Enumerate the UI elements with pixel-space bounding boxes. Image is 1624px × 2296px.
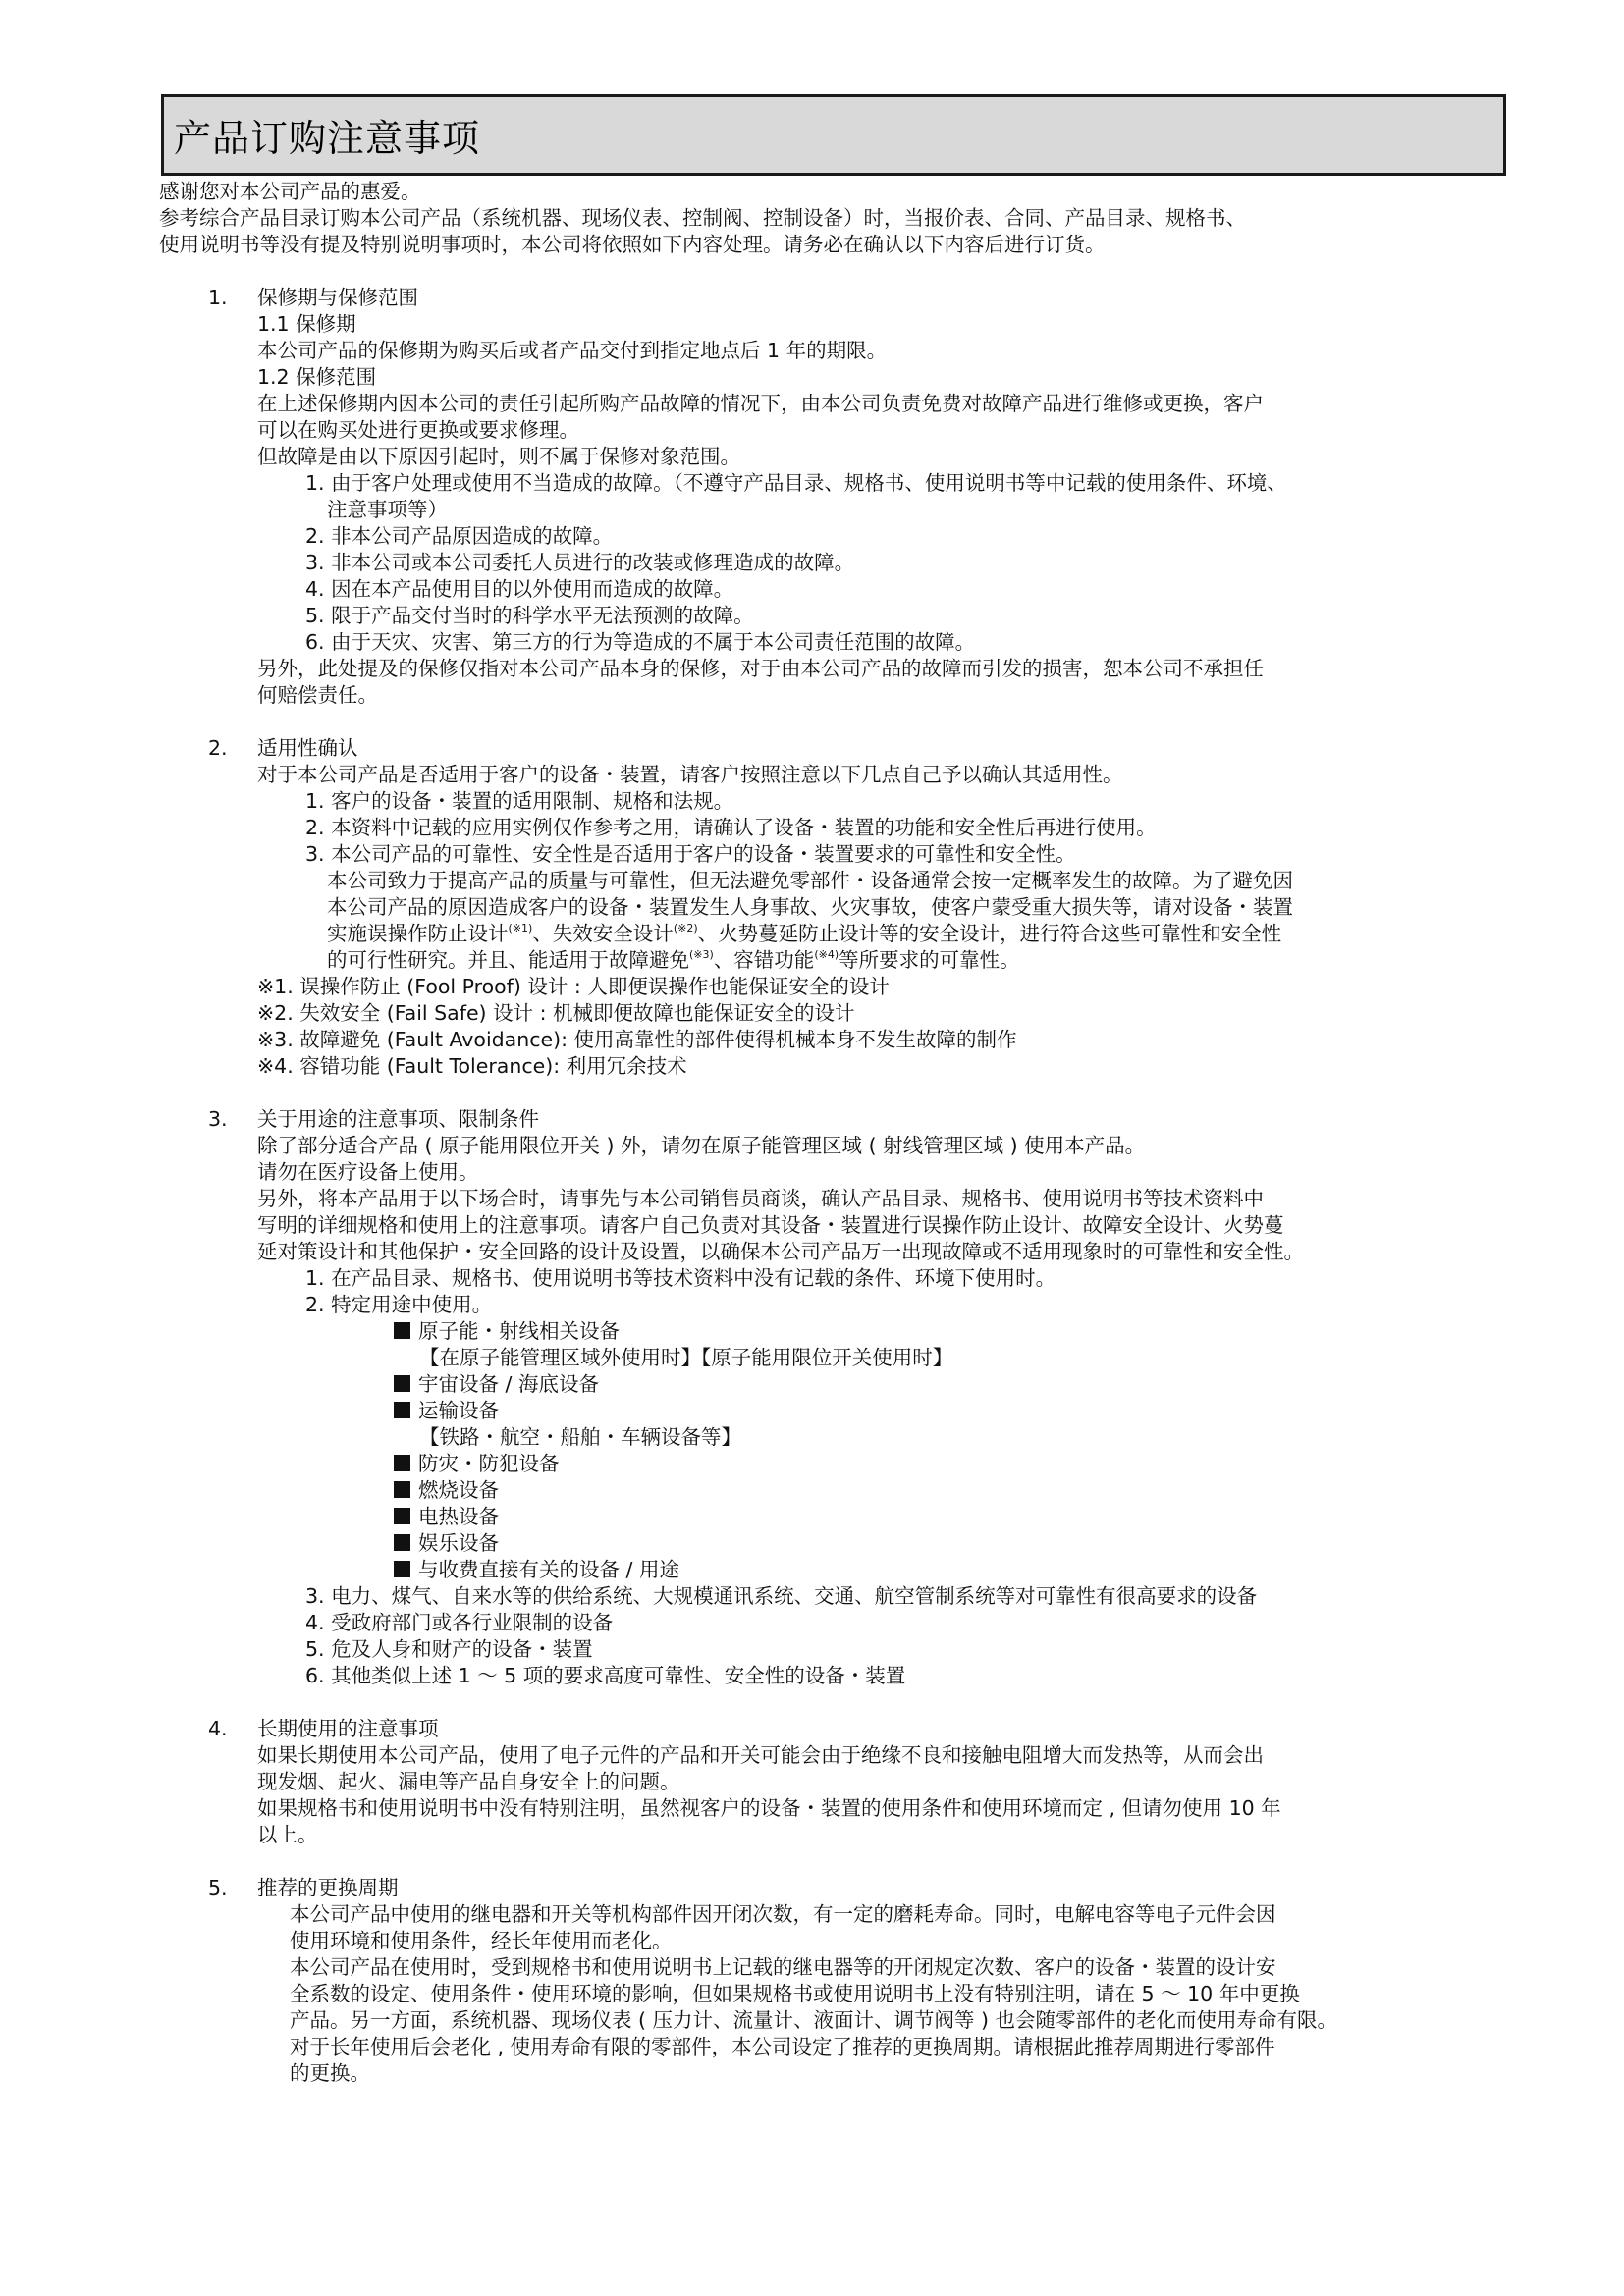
square-bullet-icon [394, 1455, 410, 1471]
use-item [159, 1318, 1514, 1345]
section-number: 1. [208, 286, 228, 309]
use-note: 【铁路・航空・船舶・车辆设备等】 [419, 1425, 741, 1449]
section-replacement-cycle [159, 1875, 1514, 2087]
paragraph-line: 本公司产品的保修期为购买后或者产品交付到指定地点后 1 年的期限。 [257, 339, 888, 362]
list-item: 1. 客户的设备・装置的适用限制、规格和法规。 [305, 789, 734, 813]
paragraph-line: 现发烟、起火、漏电等产品自身安全上的问题。 [257, 1770, 680, 1793]
use-item [159, 1530, 1514, 1557]
section-heading [159, 1716, 1514, 1742]
use-label: 电热设备 [418, 1505, 499, 1528]
use-label: 宇宙设备 / 海底设备 [418, 1372, 599, 1396]
footnote: ※2. 失效安全 (Fail Safe) 设计 : 机械即便故障也能保证安全的设计 [257, 1001, 855, 1025]
footnote: ※1. 误操作防止 (Fool Proof) 设计 : 人即便误操作也能保证安全的设计 [257, 975, 890, 998]
square-bullet-icon [394, 1322, 410, 1339]
footnote-ref: (※4) [814, 948, 839, 961]
section-long-term-use [159, 1716, 1514, 1848]
paragraph-line: 如果长期使用本公司产品，使用了电子元件的产品和开关可能会由于绝缘不良和接触电阻增大而发热等，从而会出 [257, 1743, 1264, 1767]
list-item: 4. 因在本产品使用目的以外使用而造成的故障。 [305, 577, 734, 601]
footnote-ref: (※1) [508, 922, 533, 934]
text-run: 的可行性研究。并且、能适用于故障避免 [327, 948, 689, 972]
paragraph-line: 的更换。 [290, 2061, 370, 2085]
use-label: 原子能・射线相关设备 [418, 1319, 620, 1343]
section-applicability [159, 735, 1514, 1080]
paragraph-line: 本公司产品的原因造成客户的设备・装置发生人身事故、火灾事故，使客户蒙受重大损失等，请对设备・装置 [327, 895, 1293, 919]
section-heading [159, 1106, 1514, 1133]
section-heading [159, 285, 1514, 311]
use-label: 燃烧设备 [418, 1478, 499, 1502]
footnote: ※3. 故障避免 (Fault Avoidance): 使用高靠性的部件使得机械本身不发生故障的制作 [257, 1028, 1017, 1051]
paragraph-line: 请勿在医疗设备上使用。 [257, 1160, 479, 1184]
square-bullet-icon [394, 1481, 410, 1498]
section-usage-restrictions [159, 1106, 1514, 1689]
section-number: 4. [208, 1717, 228, 1740]
list-item: 3. 本公司产品的可靠性、安全性是否适用于客户的设备・装置要求的可靠性和安全性。 [305, 842, 1076, 866]
text-run: 等所要求的可靠性。 [839, 948, 1020, 972]
use-item [159, 1557, 1514, 1583]
paragraph-line: 但故障是由以下原因引起时，则不属于保修对象范围。 [257, 445, 740, 468]
paragraph-line: 产品。另一方面，系统机器、现场仪表 ( 压力计、流量计、液面计、调节阀等 ) 也会随零部件的老化而使用寿命有限。 [290, 2008, 1338, 2032]
list-item: 6. 由于天灾、灾害、第三方的行为等造成的不属于本公司责任范围的故障。 [305, 630, 976, 654]
paragraph-line: 本公司产品在使用时，受到规格书和使用说明书上记载的继电器等的开闭规定次数、客户的设备・装置的设计安 [290, 1955, 1276, 1979]
title-box [161, 94, 1506, 176]
paragraph-line: 写明的详细规格和使用上的注意事项。请客户自己负责对其设备・装置进行误操作防止设计、故障安全设计、火势蔓 [257, 1213, 1284, 1237]
section-title: 适用性确认 [257, 736, 358, 760]
paragraph-line: 何赔偿责任。 [257, 683, 378, 707]
paragraph-line: 如果规格书和使用说明书中没有特别注明，虽然视客户的设备・装置的使用条件和使用环境而定 , 但请勿使用 10 年 [257, 1796, 1281, 1820]
paragraph-line: 在上述保修期内因本公司的责任引起所购产品故障的情况下，由本公司负责免费对故障产品进行维修或更换，客户 [257, 392, 1264, 415]
paragraph-line: 对于长年使用后会老化 , 使用寿命有限的零部件，本公司设定了推荐的更换周期。请根据此推荐周期进行零部件 [290, 2035, 1275, 2058]
paragraph-line [159, 947, 1514, 974]
footnote-ref: (※2) [673, 922, 698, 934]
list-item: 3. 电力、煤气、自来水等的供给系统、大规模通讯系统、交通、航空管制系统等对可靠性有很高要求的设备 [305, 1584, 1258, 1608]
section-heading [159, 735, 1514, 762]
list-item: 3. 非本公司或本公司委托人员进行的改装或修理造成的故障。 [305, 551, 855, 574]
list-item: 5. 限于产品交付当时的科学水平无法预测的故障。 [305, 604, 754, 627]
section-number: 3. [208, 1107, 228, 1131]
document-page [159, 94, 1514, 2087]
paragraph-line: 另外，将本产品用于以下场合时，请事先与本公司销售员商谈，确认产品目录、规格书、使用说明书等技术资料中 [257, 1187, 1264, 1210]
text-run: 、容错功能 [713, 948, 815, 972]
footnote: ※4. 容错功能 (Fault Tolerance): 利用冗余技术 [257, 1054, 687, 1078]
section-title: 长期使用的注意事项 [257, 1717, 439, 1740]
use-label: 运输设备 [418, 1399, 499, 1422]
use-item [159, 1477, 1514, 1504]
use-item [159, 1504, 1514, 1530]
section-number: 5. [208, 1876, 228, 1899]
paragraph-line: 全系数的设定、使用条件・使用环境的影响，但如果规格书或使用说明书上没有特别注明，请在 5 ～ 10 年中更换 [290, 1982, 1300, 2005]
section-number: 2. [208, 736, 228, 760]
list-item: 2. 非本公司产品原因造成的故障。 [305, 524, 614, 548]
list-item: 1. 由于客户处理或使用不当造成的故障。（不遵守产品目录、规格书、使用说明书等中记载的使用条件、环境、 [305, 471, 1287, 495]
intro-line: 参考综合产品目录订购本公司产品（系统机器、现场仪表、控制阀、控制设备）时，当报价表、合同、产品目录、规格书、 [159, 206, 1246, 230]
paragraph-line: 本公司致力于提高产品的质量与可靠性，但无法避免零部件・设备通常会按一定概率发生的故障。为了避免因 [327, 869, 1293, 892]
intro-line: 感谢您对本公司产品的惠爱。 [159, 180, 421, 203]
section-title: 保修期与保修范围 [257, 286, 418, 309]
intro-line: 使用说明书等没有提及特别说明事项时，本公司将依照如下内容处理。请务必在确认以下内容后进行订货。 [159, 233, 1106, 256]
section-title: 关于用途的注意事项、限制条件 [257, 1107, 539, 1131]
use-item [159, 1398, 1514, 1424]
paragraph-line [159, 921, 1514, 947]
use-label: 娱乐设备 [418, 1531, 499, 1555]
section-heading [159, 1875, 1514, 1901]
use-item [159, 1371, 1514, 1398]
footnote-ref: (※3) [689, 948, 714, 961]
list-item: 1. 在产品目录、规格书、使用说明书等技术资料中没有记载的条件、环境下使用时。 [305, 1266, 1056, 1290]
square-bullet-icon [394, 1534, 410, 1551]
use-label: 与收费直接有关的设备 / 用途 [418, 1558, 679, 1581]
text-run: 实施误操作防止设计 [327, 922, 509, 945]
section-warranty [159, 285, 1514, 709]
square-bullet-icon [394, 1561, 410, 1577]
list-item: 6. 其他类似上述 1 ～ 5 项的要求高度可靠性、安全性的设备・装置 [305, 1664, 906, 1687]
paragraph-line: 以上。 [257, 1823, 318, 1846]
square-bullet-icon [394, 1402, 410, 1418]
paragraph-line: 使用环境和使用条件，经长年使用而老化。 [290, 1929, 673, 1952]
list-item: 5. 危及人身和财产的设备・装置 [305, 1637, 593, 1661]
section-title: 推荐的更换周期 [257, 1876, 399, 1899]
use-label: 防灾・防犯设备 [418, 1452, 560, 1475]
paragraph-line: 另外，此处提及的保修仅指对本公司产品本身的保修，对于由本公司产品的故障而引发的损害，恕本公司不承担任 [257, 657, 1264, 680]
square-bullet-icon [394, 1375, 410, 1392]
list-item: 2. 特定用途中使用。 [305, 1293, 493, 1316]
paragraph-line: 除了部分适合产品 ( 原子能用限位开关 ) 外，请勿在原子能管理区域 ( 射线管理区域 ) 使用本产品。 [257, 1134, 1146, 1157]
paragraph-line: 本公司产品中使用的继电器和开关等机构部件因开闭次数，有一定的磨耗寿命。同时，电解电容等电子元件会因 [290, 1902, 1276, 1926]
list-item: 2. 本资料中记载的应用实例仅作参考之用，请确认了设备・装置的功能和安全性后再进行使用。 [305, 816, 1157, 839]
paragraph-line: 对于本公司产品是否适用于客户的设备・装置，请客户按照注意以下几点自己予以确认其适用性。 [257, 763, 1123, 786]
list-item: 4. 受政府部门或各行业限制的设备 [305, 1611, 614, 1634]
subsection-title: 1.2 保修范围 [257, 365, 377, 389]
text-run: 、火势蔓延防止设计等的安全设计，进行符合这些可靠性和安全性 [697, 922, 1282, 945]
subsection-title: 1.1 保修期 [257, 312, 356, 336]
list-item: 注意事项等） [327, 498, 448, 521]
text-run: 、失效安全设计 [532, 922, 674, 945]
use-note: 【在原子能管理区域外使用时】【原子能用限位开关使用时】 [419, 1346, 953, 1369]
page-title: 产品订购注意事项 [174, 117, 481, 160]
paragraph-line: 延对策设计和其他保护・安全回路的设计及设置，以确保本公司产品万一出现故障或不适用现象时的可靠性和安全性。 [257, 1240, 1304, 1263]
intro-block [159, 179, 1514, 258]
use-item [159, 1451, 1514, 1477]
square-bullet-icon [394, 1508, 410, 1524]
paragraph-line: 可以在购买处进行更换或要求修理。 [257, 418, 579, 442]
